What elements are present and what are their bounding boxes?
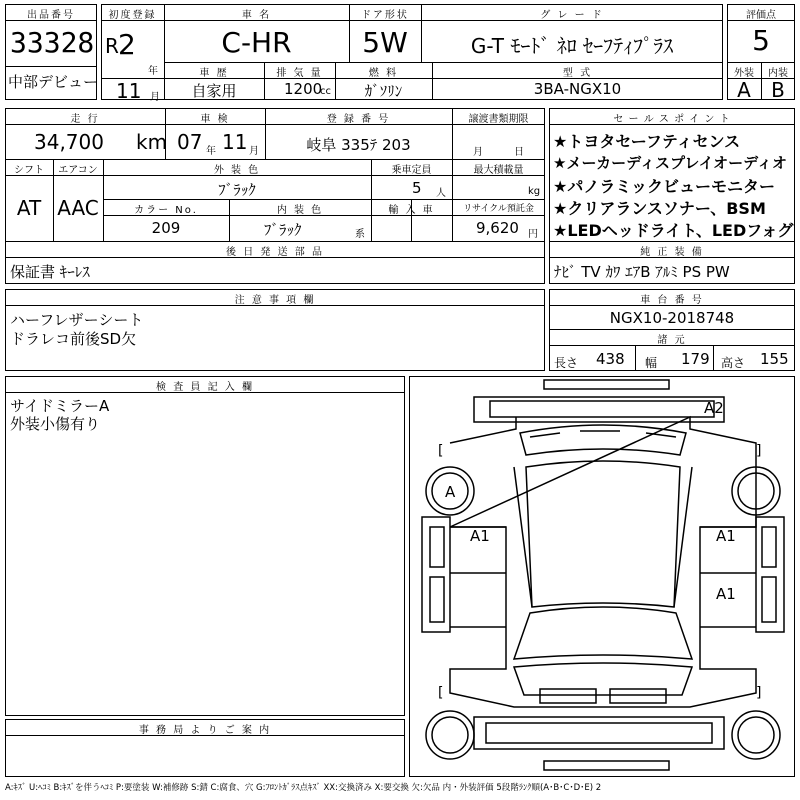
width: 179 [681, 350, 710, 368]
interior-score: B [771, 78, 785, 102]
lot-number-label: 出品番号 [27, 10, 75, 21]
transfer-day-unit: 日 [514, 147, 524, 158]
length-label: 長さ [554, 356, 579, 370]
later-parts: 保証書 ｷｰﾚｽ [10, 263, 90, 281]
damage-mark: A [445, 483, 456, 501]
score-label: 評価点 [746, 10, 776, 21]
transfer-deadline-label: 譲渡書類期限 [468, 114, 529, 125]
fuel-label: 燃 料 [368, 68, 399, 79]
damage-mark: A1 [470, 527, 490, 545]
inspection-month: 11 [222, 130, 248, 154]
history: 自家用 [191, 82, 237, 100]
grade: G-T ﾓｰﾄﾞ ﾈﾛ ｾｰﾌﾃｨﾌﾟﾗｽ [470, 34, 674, 58]
interior-color-suffix: 系 [355, 229, 365, 240]
door-type: 5W [362, 26, 408, 59]
interior-color: ﾌﾞﾗｯｸ [264, 221, 302, 239]
inspection-year-unit: 年 [206, 146, 216, 157]
notes-label: 注 意 事 項 欄 [234, 295, 316, 306]
svg-text:]: ] [756, 443, 762, 459]
legend: A:ｷｽﾞ U:ﾍｺﾐ B:ｷｽﾞを伴うﾍｺﾐ P:要塗装 W:補修跡 S:錆 C:腐食、穴 G:ﾌﾛﾝﾄｶﾞﾗｽ点ｷｽﾞ XX:交換済み X:要交換 欠:欠品 内・外装評価 5段階ﾗﾝｸ順(A･B･C･D･E) 2 [5, 783, 602, 793]
load-unit: kg [528, 186, 541, 197]
interior-score-label: 内装 [768, 68, 788, 79]
damage-mark: A2 [704, 399, 724, 417]
exterior-color-label: 外 装 色 [213, 165, 261, 176]
capacity-unit: 人 [436, 188, 446, 199]
note-line: ドラレコ前後SD欠 [10, 330, 137, 348]
shift-label: シフト [14, 165, 44, 176]
car-name: C-HR [221, 26, 292, 59]
registration-month: 11 [116, 79, 142, 103]
exterior-score: A [737, 78, 751, 102]
inspection-year: 07 [177, 130, 203, 154]
transfer-month-unit: 月 [473, 147, 483, 158]
color-number: 209 [151, 219, 181, 237]
door-label: ドア形状 [361, 10, 409, 21]
color-number-label: カラー No. [134, 205, 198, 216]
import-label: 輸 入 車 [388, 205, 435, 216]
displacement-label: 排 気 量 [276, 68, 323, 79]
inspection-label: 車 検 [200, 114, 230, 125]
recycle-unit: 円 [528, 229, 538, 240]
inspector-line: サイドミラーA [10, 397, 110, 415]
model: 3BA-NGX10 [533, 80, 622, 98]
load-label: 最大積載量 [473, 165, 524, 176]
office-label: 事 務 局 よ り ご 案 内 [138, 725, 272, 736]
era: R [105, 34, 119, 58]
exterior-score-label: 外装 [734, 68, 754, 79]
lot-number: 33328 [10, 26, 95, 59]
selling-point: ★LEDヘッドライト、LEDフォグ [553, 221, 794, 240]
chassis-number-label: 車 台 番 号 [640, 295, 704, 306]
plate-label: 登 録 番 号 [326, 114, 391, 125]
history-label: 車 歴 [199, 68, 229, 79]
selling-point: ★クリアランスソナー、BSM [553, 199, 766, 218]
ac-label: エアコン [58, 165, 98, 176]
recycle-fee: 9,620 [476, 219, 519, 237]
damage-mark: A1 [716, 527, 736, 545]
car-diagram [409, 376, 795, 777]
later-parts-label: 後 日 発 送 部 品 [226, 247, 324, 258]
exterior-color: ﾌﾞﾗｯｸ [218, 181, 256, 199]
fuel: ｶﾞｿﾘﾝ [364, 82, 403, 100]
debut-label: 中部デビュー [8, 73, 99, 91]
interior-color-label: 内 装 色 [276, 205, 324, 216]
capacity-label: 乗車定員 [391, 165, 432, 176]
dimensions-label: 諸 元 [657, 335, 687, 346]
mileage-label: 走 行 [70, 114, 100, 125]
inspector-label: 検 査 員 記 入 欄 [156, 382, 254, 393]
selling-point: ★メーカーディスプレイオーディオ [553, 154, 787, 172]
recycle-label: リサイクル預託金 [463, 204, 534, 214]
year-unit: 年 [148, 66, 158, 77]
selling-point: ★トヨタセーフティセンス [553, 132, 741, 151]
score: 5 [752, 24, 770, 57]
genuine-equipment: ﾅﾋﾞ TV ｶﾜ ｴｱB ｱﾙﾐ PS PW [554, 263, 730, 281]
first-registration-label: 初度登録 [108, 10, 157, 21]
capacity: 5 [412, 179, 422, 197]
width-label: 幅 [645, 356, 658, 370]
svg-text:[: [ [438, 685, 444, 701]
note-line: ハーフレザーシート [10, 311, 144, 329]
ac: AAC [57, 196, 99, 220]
inspector-line: 外装小傷有り [10, 415, 101, 433]
genuine-equipment-label: 純 正 装 備 [640, 247, 704, 258]
height-label: 高さ [721, 356, 746, 370]
plate-number: 岐阜 335ﾃ 203 [306, 136, 411, 154]
inspection-month-unit: 月 [249, 146, 259, 157]
svg-text:[: [ [438, 443, 444, 459]
mileage-unit: km [136, 130, 168, 154]
chassis-number: NGX10-2018748 [609, 309, 735, 327]
displacement-unit: cc [320, 86, 331, 97]
model-label: 型 式 [562, 68, 593, 79]
svg-text:]: ] [756, 685, 762, 701]
height: 155 [760, 350, 789, 368]
damage-mark: A1 [716, 585, 736, 603]
displacement: 1200 [284, 80, 323, 98]
month-unit: 月 [150, 92, 160, 103]
mileage: 34,700 [34, 130, 104, 154]
shift: AT [16, 196, 42, 220]
selling-points-label: セ ー ル ス ポ イ ン ト [613, 114, 731, 125]
car-name-label: 車 名 [241, 10, 272, 21]
registration-year: 2 [118, 28, 136, 61]
grade-label: グ レ ー ド [540, 10, 604, 21]
length: 438 [596, 350, 625, 368]
selling-point: ★パノラミックビューモニター [553, 177, 776, 196]
